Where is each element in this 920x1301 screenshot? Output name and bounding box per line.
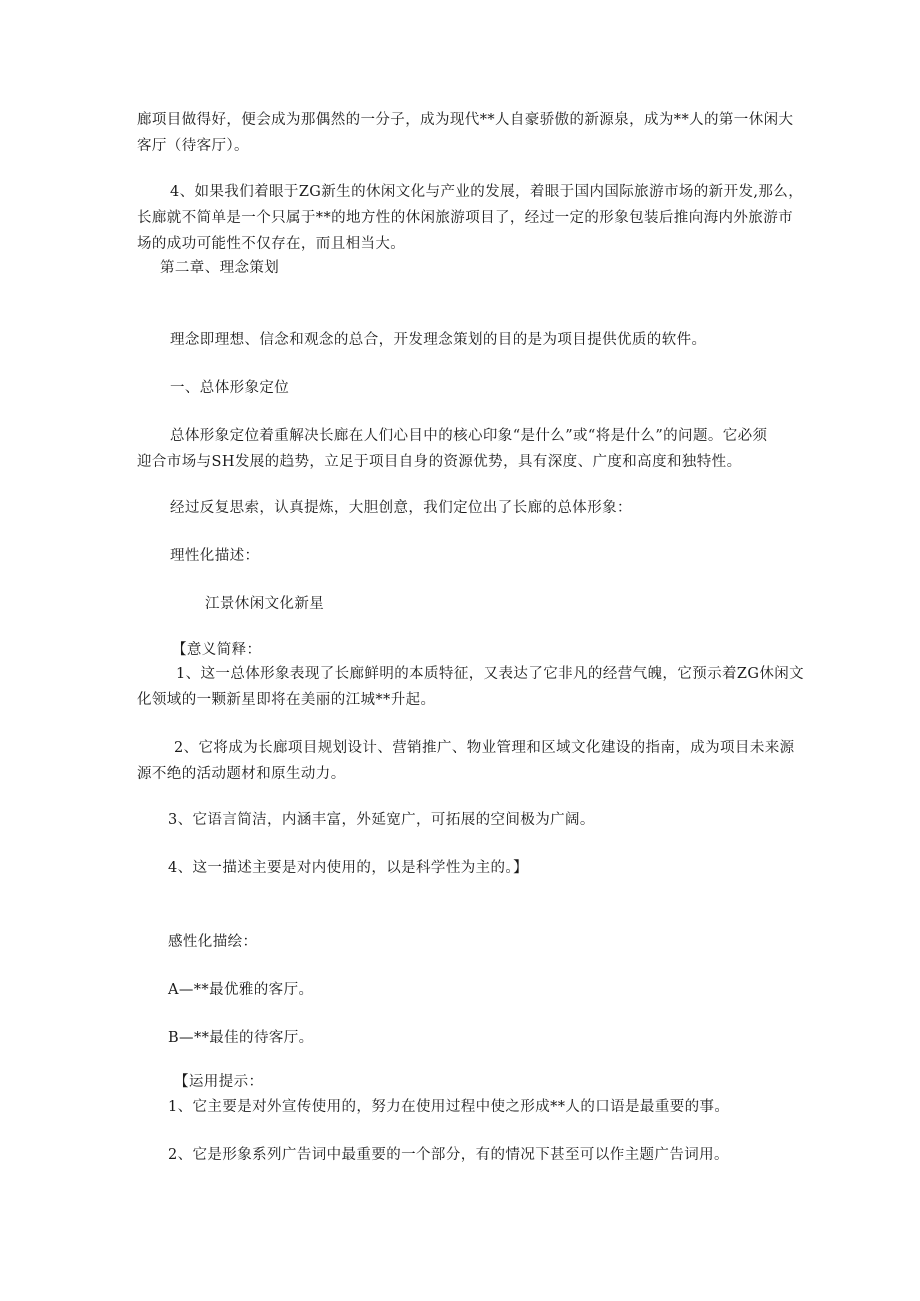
section-heading: 一、总体形象定位: [170, 380, 290, 396]
text-line: 化领域的一颗新星即将在美丽的江城**升起。: [137, 692, 436, 708]
text-line: 廊项目做得好，便会成为那偶然的一分子，成为现代**人自豪骄傲的新源泉，成为**人的第一休闲大: [137, 112, 794, 128]
text-line: 2、它是形象系列广告词中最重要的一个部分，有的情况下甚至可以作主题广告词用。: [168, 1147, 729, 1163]
note-heading: 【意义简释：: [172, 642, 262, 658]
text-line: 源不绝的活动题材和原生动力。: [137, 766, 346, 782]
text-line: 4、如果我们着眼于ZG新生的休闲文化与产业的发展，着眼于国内国际旅游市场的新开发,那么，: [170, 184, 804, 200]
slogan: 江景休闲文化新星: [205, 596, 325, 612]
text-line: A—**最优雅的客厅。: [168, 982, 314, 998]
text-line: 场的成功可能性不仅存在，而且相当大。: [137, 236, 406, 252]
text-line: 4、这一描述主要是对内使用的，以是科学性为主的。】: [168, 860, 528, 876]
text-line: 1、它主要是对外宣传使用的，努力在使用过程中使之形成**人的口语是最重要的事。: [168, 1099, 730, 1115]
note-heading: 【运用提示：: [174, 1074, 264, 1090]
text-line: 经过反复思索，认真提炼，大胆创意，我们定位出了长廊的总体形象：: [170, 500, 632, 516]
text-line: 迎合市场与SH发展的趋势，立足于项目自身的资源优势，具有深度、广度和高度和独特性。: [137, 454, 742, 470]
text-line: 2、它将成为长廊项目规划设计、营销推广、物业管理和区域文化建设的指南，成为项目未来源: [174, 740, 795, 756]
text-line: 3、它语言简洁，内涵丰富，外延宽广，可拓展的空间极为广阔。: [168, 812, 595, 828]
subheading: 理性化描述：: [170, 548, 260, 564]
text-line: 理念即理想、信念和观念的总合，开发理念策划的目的是为项目提供优质的软件。: [170, 332, 707, 348]
text-line: 长廊就不简单是一个只属于**的地方性的休闲旅游项目了，经过一定的形象包装后推向海内外旅游市: [137, 210, 793, 226]
chapter-heading: 第二章、理念策划: [160, 260, 280, 276]
text-line: 客厅（待客厅）。: [137, 138, 249, 154]
text-line: 1、这一总体形象表现了长廊鲜明的本质特征，又表达了它非凡的经营气魄，它预示着ZG休闲文: [176, 666, 805, 682]
subheading: 感性化描绘：: [168, 934, 258, 950]
text-line: B—**最佳的待客厅。: [168, 1030, 314, 1046]
text-line: 总体形象定位着重解决长廊在人们心目中的核心印象“是什么”或“将是什么”的问题。它必须: [170, 428, 768, 444]
